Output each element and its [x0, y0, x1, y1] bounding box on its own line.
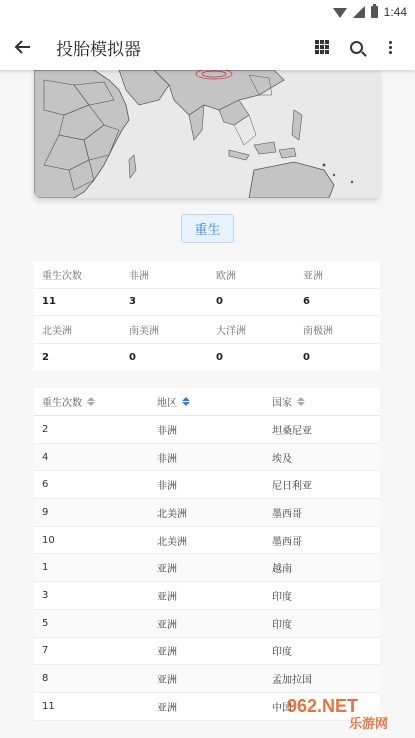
- cell-count: 3: [42, 589, 49, 601]
- column-header-count[interactable]: [34, 394, 149, 409]
- stat-value: 3: [129, 296, 136, 308]
- stat-label: 亚洲: [303, 270, 323, 282]
- stat-label: 大洋洲: [216, 325, 246, 337]
- page-title: 投胎模拟器: [56, 39, 141, 60]
- table-row: [34, 638, 380, 666]
- cell-count: 5: [42, 617, 49, 629]
- table-row: [34, 527, 380, 555]
- stat-label: 欧洲: [216, 270, 236, 282]
- cell-country: 印度: [272, 591, 292, 603]
- stat-value: 0: [303, 351, 310, 363]
- signal-icon: [353, 6, 365, 18]
- stats-label-row: [34, 316, 380, 344]
- cell-count: 6: [42, 479, 49, 491]
- cell-country: 印度: [272, 619, 292, 631]
- wifi-icon: [333, 8, 347, 18]
- grid-button[interactable]: [305, 24, 339, 70]
- arrow-back-icon: [14, 38, 32, 56]
- cell-count: 11: [42, 700, 55, 712]
- search-button[interactable]: [339, 24, 373, 70]
- status-time: 1:44: [383, 5, 407, 19]
- cell-region: 亚洲: [157, 591, 177, 603]
- table-row: [34, 471, 380, 499]
- table-row: [34, 554, 380, 582]
- stat-value: 11: [42, 296, 56, 308]
- stat-value: 0: [129, 351, 136, 363]
- cell-country: 中国: [272, 702, 292, 714]
- stat-label: 重生次数: [42, 270, 82, 282]
- cell-region: 非洲: [157, 481, 177, 493]
- grid-icon: [315, 40, 329, 54]
- sort-icon: [182, 397, 190, 406]
- table-row: [34, 416, 380, 444]
- stat-label: 南美洲: [129, 325, 159, 337]
- cell-country: 埃及: [272, 453, 292, 465]
- sort-icon: [297, 397, 305, 406]
- watermark-logo: [279, 692, 405, 732]
- cell-count: 2: [42, 423, 49, 435]
- cell-count: 1: [42, 562, 49, 574]
- app-bar: [0, 24, 415, 70]
- cell-country: 越南: [272, 564, 292, 576]
- more-vert-icon: [389, 41, 392, 54]
- cell-region: 亚洲: [157, 675, 177, 687]
- more-button[interactable]: [373, 24, 407, 70]
- cell-count: 7: [42, 645, 49, 657]
- search-icon: [350, 41, 363, 54]
- cell-count: 8: [42, 673, 49, 685]
- column-label: 重生次数: [42, 398, 82, 409]
- cell-region: 亚洲: [157, 702, 177, 714]
- sort-icon: [87, 397, 95, 406]
- stats-value-row: [34, 344, 380, 372]
- stat-value: 0: [216, 296, 223, 308]
- column-label: 地区: [157, 398, 177, 409]
- cell-region: 北美洲: [157, 508, 187, 520]
- table-body: [34, 416, 380, 721]
- cell-count: 10: [42, 534, 55, 546]
- cell-region: 亚洲: [157, 564, 177, 576]
- stat-label: 北美洲: [42, 325, 72, 337]
- cell-region: 非洲: [157, 453, 177, 465]
- cell-country: 印度: [272, 647, 292, 659]
- cell-region: 亚洲: [157, 619, 177, 631]
- world-map[interactable]: [34, 70, 380, 198]
- svg-text:962.NET: 962.NET: [287, 696, 359, 716]
- stats-label-row: [34, 261, 380, 289]
- back-button[interactable]: [0, 24, 46, 70]
- column-header-region[interactable]: [149, 394, 264, 409]
- cell-region: 非洲: [157, 425, 177, 437]
- table-row: [34, 444, 380, 472]
- world-map-graphic: [34, 70, 380, 198]
- cell-country: 墨西哥: [272, 508, 302, 520]
- status-bar: [0, 0, 415, 24]
- cell-country: 孟加拉国: [272, 675, 312, 687]
- column-header-country[interactable]: [264, 394, 380, 409]
- cell-region: 北美洲: [157, 536, 187, 548]
- stat-value: 0: [216, 351, 223, 363]
- cell-country: 坦桑尼亚: [272, 425, 312, 437]
- svg-text:乐游网: 乐游网: [349, 717, 389, 732]
- stat-label: 南极洲: [303, 325, 333, 337]
- table-row: [34, 499, 380, 527]
- cell-country: 尼日利亚: [272, 481, 312, 493]
- cell-count: 4: [42, 451, 49, 463]
- table-row: [34, 610, 380, 638]
- table-row: [34, 665, 380, 693]
- stat-value: 2: [42, 351, 49, 363]
- cell-country: 墨西哥: [272, 536, 302, 548]
- cell-count: 9: [42, 506, 49, 518]
- table-row: [34, 582, 380, 610]
- cell-region: 亚洲: [157, 647, 177, 659]
- rebirth-history-table: [34, 388, 380, 721]
- stat-value: 6: [303, 296, 310, 308]
- rebirth-button[interactable]: 重生: [181, 214, 234, 243]
- column-label: 国家: [272, 398, 292, 409]
- battery-icon: [371, 6, 378, 18]
- stats-value-row: [34, 289, 380, 317]
- stat-label: 非洲: [129, 270, 149, 282]
- stats-summary: [34, 261, 380, 371]
- table-header: [34, 388, 380, 416]
